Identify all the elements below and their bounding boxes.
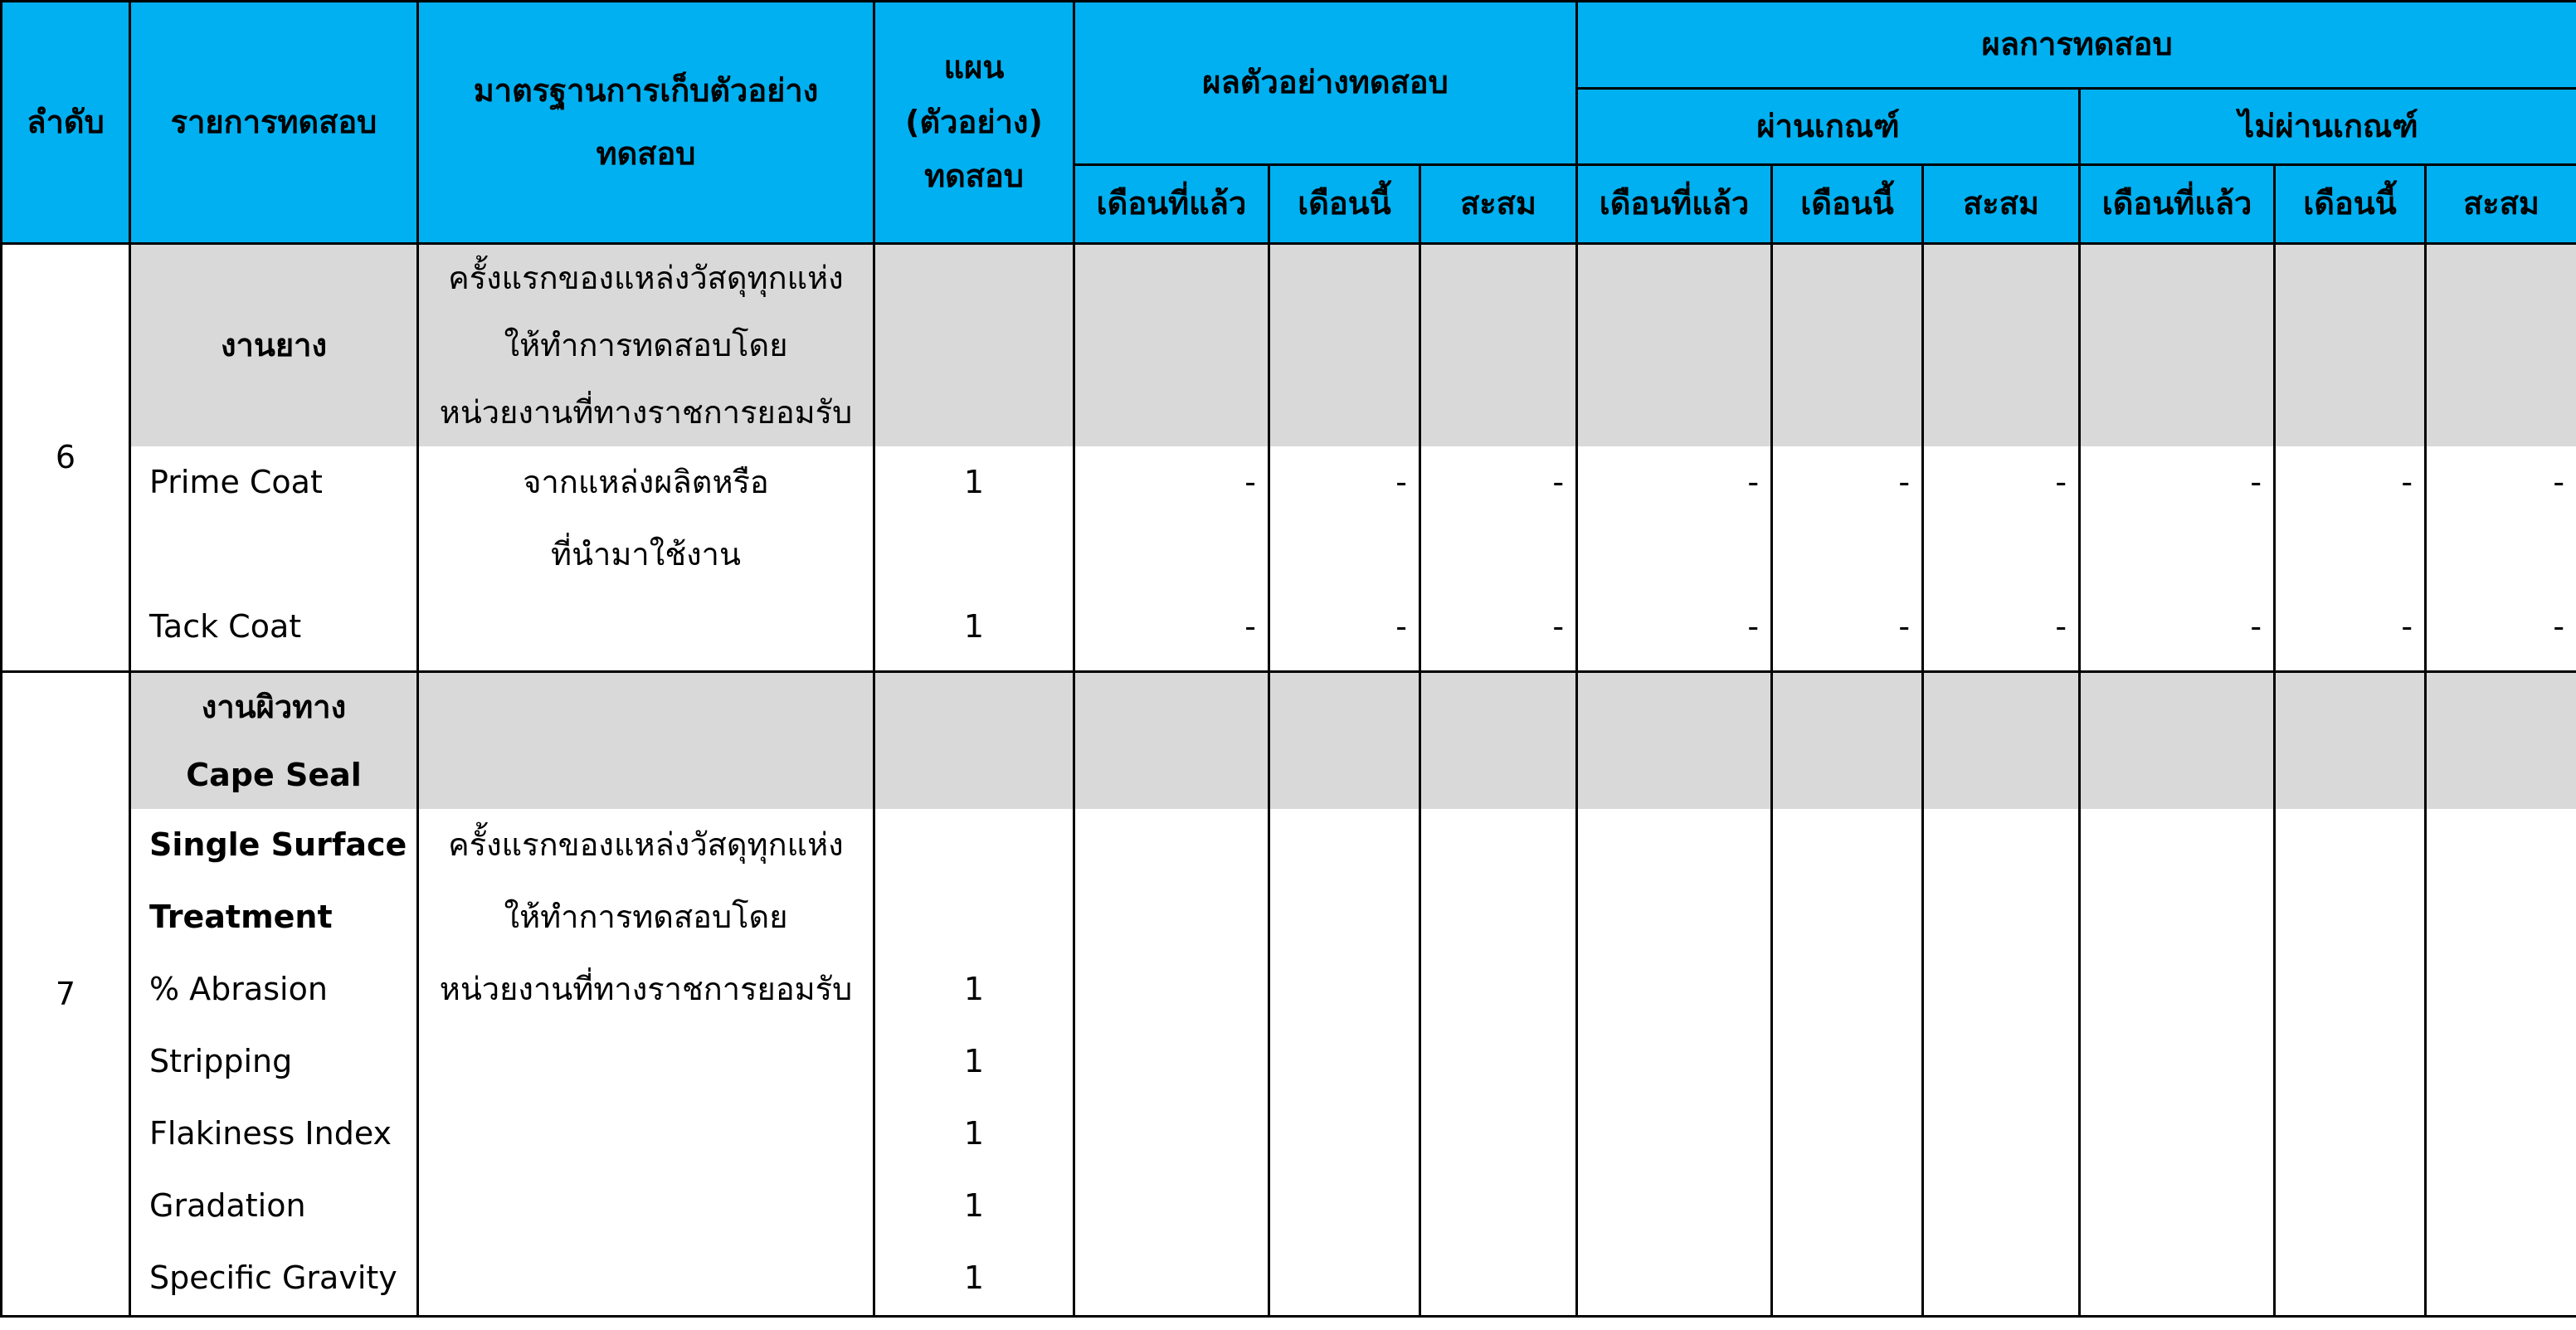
table-row xyxy=(2,809,2576,1317)
pass-cumulative xyxy=(1923,809,2080,1317)
cell xyxy=(1420,244,1577,447)
fail-this-month: - xyxy=(2275,446,2426,591)
sample-cumulative: - xyxy=(1420,446,1577,591)
item-plan: 1 1 1 1 1 xyxy=(874,809,1074,1317)
fail-cumulative: - xyxy=(2426,591,2576,671)
header-sample-results: ผลตัวอย่างทดสอบ xyxy=(1074,2,1577,165)
pass-this-month xyxy=(1772,809,1923,1317)
group-standard xyxy=(418,671,874,809)
header-plan: แผน (ตัวอย่าง) ทดสอบ xyxy=(874,2,1074,244)
cell xyxy=(1923,671,2080,809)
fail-last-month: - xyxy=(2080,446,2275,591)
sample-cumulative xyxy=(1420,809,1577,1317)
sample-this-month: - xyxy=(1269,446,1420,591)
cell xyxy=(2275,671,2426,809)
table-row xyxy=(2,244,2576,447)
header-sample-last-month: เดือนที่แล้ว xyxy=(1074,165,1269,244)
cell xyxy=(1074,244,1269,447)
pass-last-month: - xyxy=(1577,446,1772,591)
header-fail-cumulative: สะสม xyxy=(2426,165,2576,244)
pass-this-month: - xyxy=(1772,446,1923,591)
cell xyxy=(1074,671,1269,809)
header-sample-cumulative: สะสม xyxy=(1420,165,1577,244)
header-standard: มาตรฐานการเก็บตัวอย่าง ทดสอบ xyxy=(418,2,874,244)
item-plan: 1 xyxy=(874,446,1074,591)
pass-last-month xyxy=(1577,809,1772,1317)
group-standard: ครั้งแรกของแหล่งวัสดุทุกแห่ง ให้ทำการทดสอบโดย หน่วยงานที่ทางราชการยอมรับ xyxy=(418,244,874,447)
table-header xyxy=(2,2,2576,244)
table-row xyxy=(2,591,2576,671)
cell xyxy=(2426,671,2576,809)
pass-last-month: - xyxy=(1577,591,1772,671)
header-fail: ไม่ผ่านเกณฑ์ xyxy=(2080,89,2576,165)
sample-last-month: - xyxy=(1074,446,1269,591)
header-sample-this-month: เดือนนี้ xyxy=(1269,165,1420,244)
header-fail-last-month: เดือนที่แล้ว xyxy=(2080,165,2275,244)
table-body xyxy=(2,244,2576,1317)
cell xyxy=(2080,244,2275,447)
sample-this-month xyxy=(1269,809,1420,1317)
cell xyxy=(1772,671,1923,809)
item-standard: ครั้งแรกของแหล่งวัสดุทุกแห่ง ให้ทำการทดสอบโดย หน่วยงานที่ทางราชการยอมรับ xyxy=(418,809,874,1317)
cell xyxy=(1923,244,2080,447)
item-standard: จากแหล่งผลิตหรือ ที่นำมาใช้งาน xyxy=(418,446,874,591)
sample-last-month: - xyxy=(1074,591,1269,671)
item-standard xyxy=(418,591,874,671)
header-fail-this-month: เดือนนี้ xyxy=(2275,165,2426,244)
cell xyxy=(1269,671,1420,809)
cell xyxy=(1577,244,1772,447)
fail-cumulative xyxy=(2426,809,2576,1317)
cell xyxy=(2275,244,2426,447)
header-order: ลำดับ xyxy=(2,2,130,244)
item-plan: 1 xyxy=(874,591,1074,671)
cell xyxy=(1269,244,1420,447)
fail-last-month xyxy=(2080,809,2275,1317)
fail-this-month: - xyxy=(2275,591,2426,671)
group-plan xyxy=(874,671,1074,809)
fail-this-month xyxy=(2275,809,2426,1317)
header-test-results: ผลการทดสอบ xyxy=(1577,2,2576,89)
group-title: งานยาง xyxy=(130,244,418,447)
pass-cumulative: - xyxy=(1923,591,2080,671)
header-pass-this-month: เดือนนี้ xyxy=(1772,165,1923,244)
table-row xyxy=(2,446,2576,591)
fail-cumulative: - xyxy=(2426,446,2576,591)
item-list: Single Surface Treatment % Abrasion Stripping Flakiness Index Gradation Specific Gravity xyxy=(130,809,418,1317)
fail-last-month: - xyxy=(2080,591,2275,671)
header-test-item: รายการทดสอบ xyxy=(130,2,418,244)
cell xyxy=(1420,671,1577,809)
group-number: 6 xyxy=(2,244,130,672)
table-row xyxy=(2,671,2576,809)
cell xyxy=(1772,244,1923,447)
group-title: งานผิวทาง Cape Seal xyxy=(130,671,418,809)
pass-cumulative: - xyxy=(1923,446,2080,591)
pass-this-month: - xyxy=(1772,591,1923,671)
cell xyxy=(2080,671,2275,809)
header-pass-cumulative: สะสม xyxy=(1923,165,2080,244)
group-plan xyxy=(874,244,1074,447)
item-name: Tack Coat xyxy=(130,591,418,671)
sample-cumulative: - xyxy=(1420,591,1577,671)
cell xyxy=(2426,244,2576,447)
item-name: Prime Coat xyxy=(130,446,418,591)
header-pass: ผ่านเกณฑ์ xyxy=(1577,89,2080,165)
sample-this-month: - xyxy=(1269,591,1420,671)
header-pass-last-month: เดือนที่แล้ว xyxy=(1577,165,1772,244)
cell xyxy=(1577,671,1772,809)
sample-last-month xyxy=(1074,809,1269,1317)
group-number: 7 xyxy=(2,671,130,1317)
